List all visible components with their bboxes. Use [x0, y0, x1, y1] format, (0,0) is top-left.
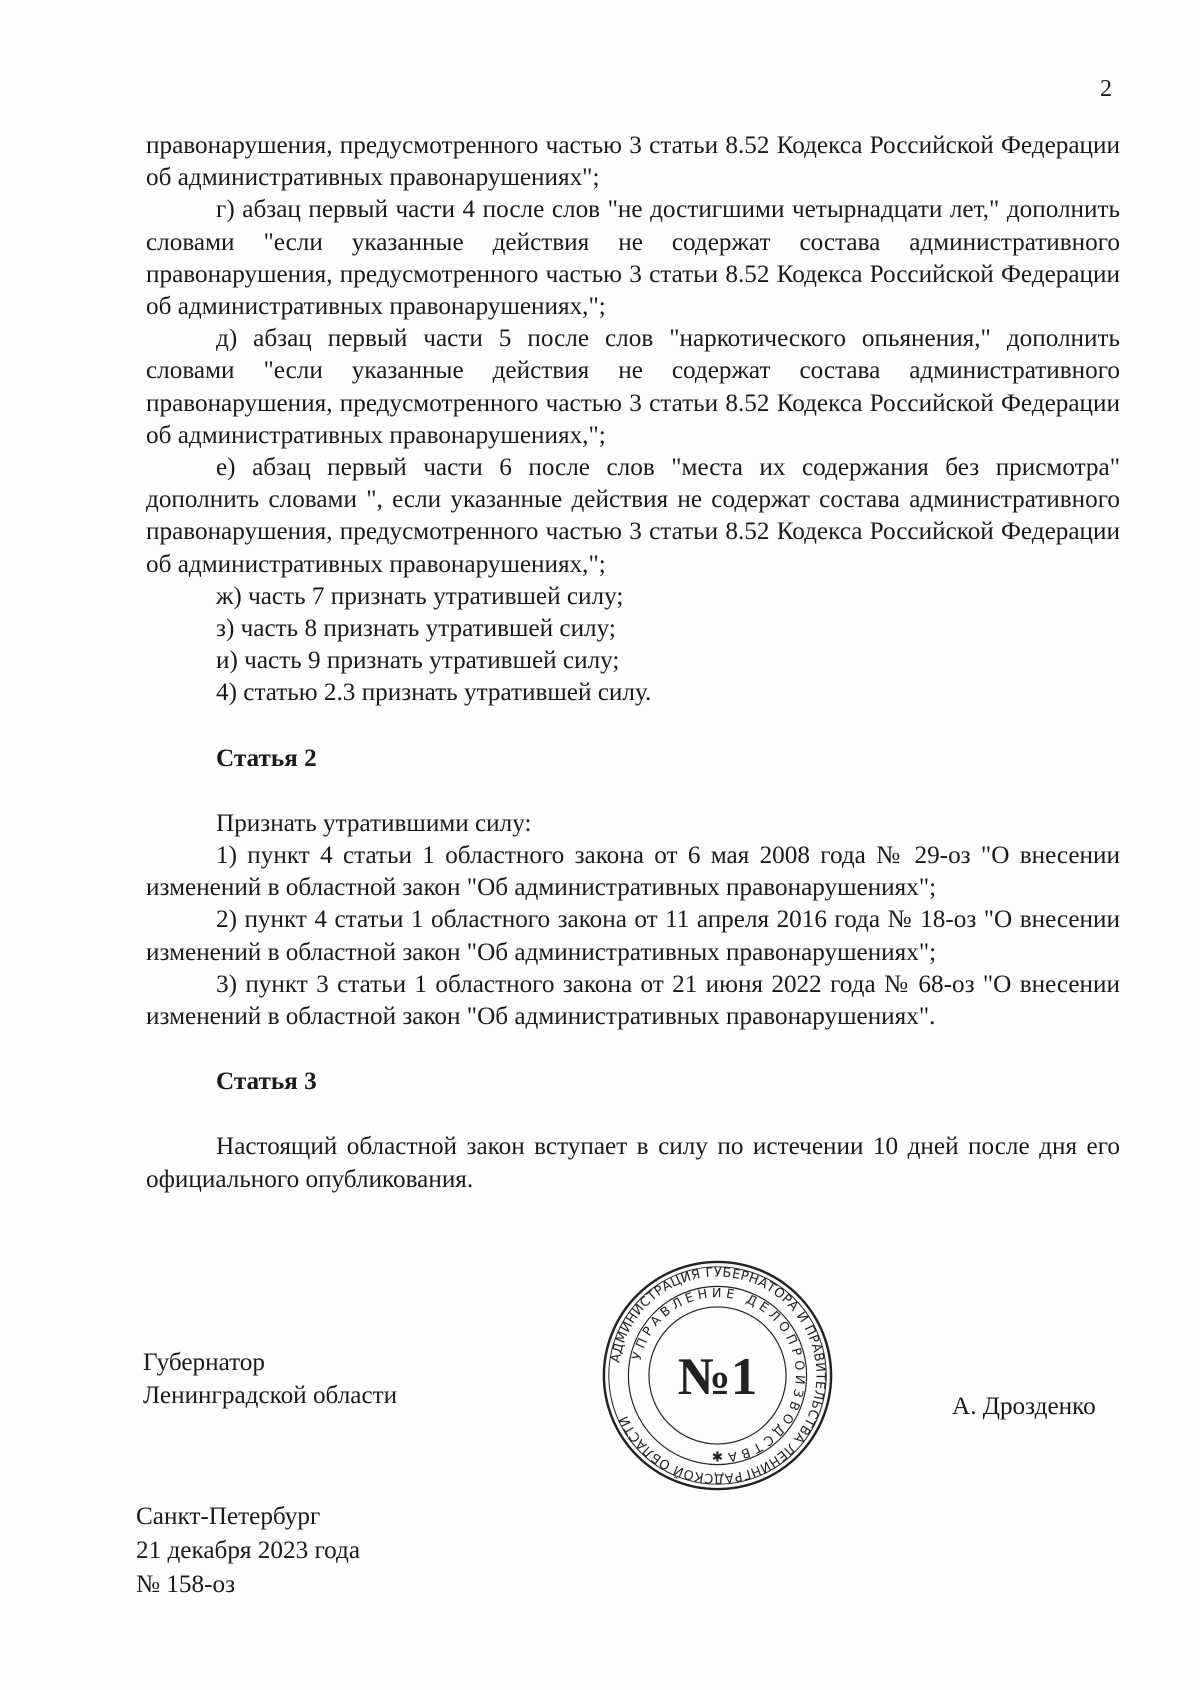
signatory-name: А. Дрозденко: [952, 1393, 1096, 1420]
article-2-heading: Статья 2: [216, 744, 317, 772]
law-date: 21 декабря 2023 года: [136, 1537, 361, 1564]
paragraph-4: 4) статью 2.3 признать утратившей силу.: [216, 679, 652, 707]
seal-outer-textpath: АДМИНИСТРАЦИЯ ГУБЕРНАТОРА И ПРАВИТЕЛЬСТВА ЛЕНИНГРАДСКОЙ ОБЛАСТИ: [608, 1265, 828, 1486]
official-seal: [600, 1258, 835, 1493]
article-2-item-3: 3) пункт 3 статьи 1 областного закона от 21 июня 2022 года № 68-оз "О внесении изменений в областной закон "Об административных правонарушениях".: [146, 970, 1120, 1031]
article-3-heading: Статья 3: [216, 1068, 317, 1096]
signatory-title-line2: Ленинградской области: [143, 1382, 398, 1409]
paragraph-d: д) абзац первый части 5 после слов "наркотического опьянения," дополнить словами "если указанные действия не содержат состава административного правонарушения, предусмотренного частью 3 статьи 8.52 Кодекса Российской Федерации об административных правонарушениях,";: [146, 325, 1120, 449]
paragraph-z: з) часть 8 признать утратившей силу;: [216, 615, 616, 643]
seal-inner-textpath: УПРАВЛЕНИЕ ДЕЛОПРОИЗВОДСТВА: [628, 1285, 809, 1466]
article-2-item-1: 1) пункт 4 статьи 1 областного закона от 6 мая 2008 года № 29-оз "О внесении изменений в областной закон "Об административных правонарушениях";: [146, 842, 1120, 902]
page-number: 2: [1100, 76, 1112, 102]
asterisk-icon: ✱: [711, 1449, 724, 1466]
signatory-title: [143, 1346, 397, 1412]
paragraph-zh: ж) часть 7 признать утратившей силу;: [216, 582, 624, 610]
paragraph-e: е) абзац первый части 6 после слов "места их содержания без присмотра" дополнить словами ", если указанные действия не содержат состава административного правонарушения, предусмотренного частью 3 статьи 8.52 Кодекса Российской Федерации об административных правонарушениях,";: [146, 454, 1120, 578]
paragraph-continuation: правонарушения, предусмотренного частью 3 статьи 8.52 Кодекса Российской Федерации об административных правонарушениях";: [146, 132, 1120, 192]
document-body: [146, 130, 1120, 1196]
seal-center-number: №1: [677, 1348, 758, 1407]
paragraph-g: г) абзац первый части 4 после слов "не достигшими четырнадцати лет," дополнить словами "если указанные действия не содержат состава административного правонарушения, предусмотренного частью 3 статьи 8.52 Кодекса Российской Федерации об административных правонарушениях,";: [146, 196, 1120, 321]
law-number: № 158-оз: [136, 1571, 236, 1598]
place-and-date: [136, 1500, 360, 1602]
city: Санкт-Петербург: [136, 1503, 321, 1530]
article-2-intro: Признать утратившими силу:: [216, 809, 532, 837]
signatory-title-line1: Губернатор: [143, 1349, 265, 1376]
article-2-item-2: 2) пункт 4 статьи 1 областного закона от 11 апреля 2016 года № 18-оз "О внесении изменений в областной закон "Об административных правонарушениях";: [146, 906, 1120, 966]
article-3-text: Настоящий областной закон вступает в силу по истечении 10 дней после дня его официального опубликования.: [146, 1133, 1120, 1193]
paragraph-i: и) часть 9 признать утратившей силу;: [216, 647, 620, 675]
